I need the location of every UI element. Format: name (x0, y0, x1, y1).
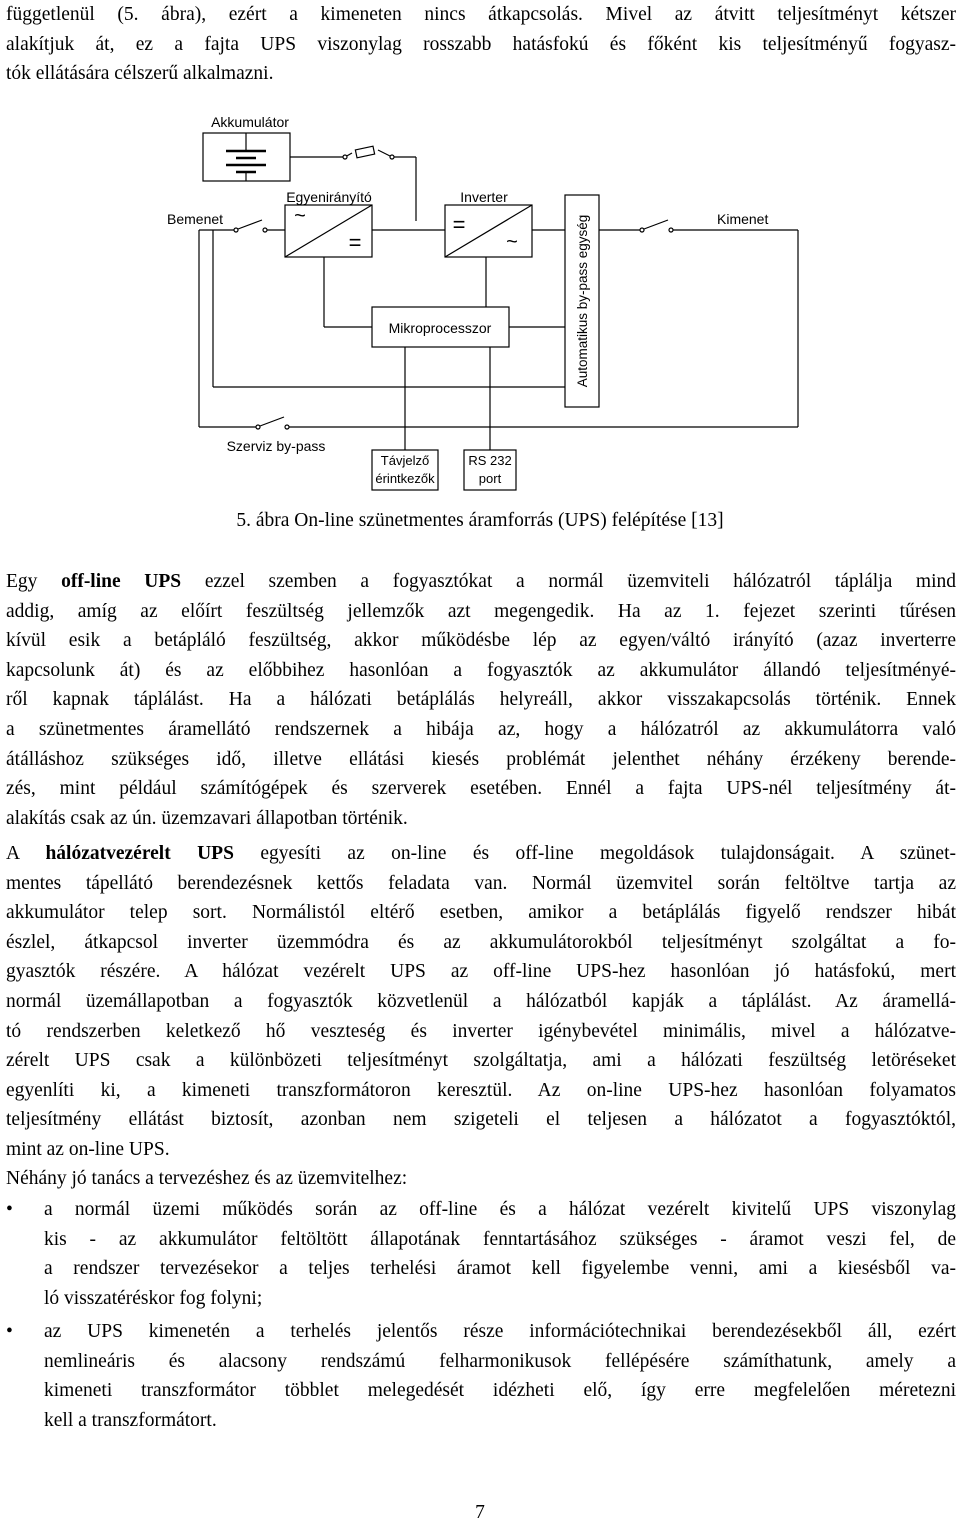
figure-caption: 5. ábra On-line szünetmentes áramforrás (UPS) felépítése [13] (236, 510, 724, 531)
text-segment: kívül esik a betápláló feszültség, akkor működésbe lép az egyen/váltó irányító (azaz inverterre (6, 630, 956, 652)
text-line (6, 626, 956, 656)
text-segment: Egy (6, 571, 62, 592)
text-segment: gyasztók részére. A hálózat vezérelt UPS az off-line UPS-hez hasonlóan jó hatásfokú, mert (6, 961, 956, 983)
text-segment: ezzel szemben a fogyasztókat a normál üzemviteli hálózatról táplálja mind (181, 571, 956, 592)
text-segment: ről kapnak táplálást. Ha a hálózati betáplálás helyreáll, akkor visszakapcsolás történik. Ennek (6, 689, 956, 711)
rectifier-ac-symbol: ~ (294, 205, 306, 227)
text-line: függetlenül (5. ábra), ezért a kimeneten nincs átkapcsolás. Mivel az átvitt teljesítményt kétszer (6, 4, 956, 25)
text-line (6, 1105, 956, 1135)
text-line: kis - az akkumulátor feltöltött állapotának fenntartásához szükséges - áramot veszi fel, de (44, 1228, 956, 1250)
bold-term: hálózatvezérelt UPS (45, 843, 234, 864)
text-segment: zés, mint például számítógépek és szerverek esetében. Ennél a fajta UPS-nél teljesítmény át- (6, 778, 956, 800)
text-segment: tó rendszerben keletkező hő veszteség és inverter igénybevétel minimális, mivel a hálózatve- (6, 1020, 956, 1042)
text-segment: normál üzemállapotban a fogyasztók közvetlenül a hálózatból kapják a táplálást. Az áramellá- (6, 990, 956, 1012)
text-line (6, 804, 956, 834)
line-interactive-ups-paragraph (6, 839, 956, 1165)
text-line: a normál üzemi működés során az off-line és a hálózat vezérelt kivitelű UPS viszonylag (44, 1199, 956, 1220)
inverter-dc-symbol: = (452, 212, 466, 237)
text-segment: teljesítmény ellátást biztosít, azonban nem szigeteli el teljesen a hálózatot a fogyasztóktól, (6, 1109, 956, 1131)
rectifier-label: Egyenirányító (286, 189, 372, 205)
text-segment: addig, amíg az előírt feszültség jellemzők azt megengedik. Ha az 1. fejezet szerinti tűrésen (6, 600, 956, 622)
text-line: nemlineáris és alacsony rendszámú felharmonikusok fellépésére számíthatunk, amely a (44, 1350, 956, 1372)
text-line (6, 1017, 956, 1047)
text-segment: kapcsolunk át) és az előbbihez hasonlóan a fogyasztók az akkumulátor állandó teljesítményé- (6, 659, 956, 681)
bullet-item-1 (6, 1195, 956, 1315)
text-segment: mentes tápellátó berendezésnek kettős feladata van. Normál üzemvitel során feltöltve tartja az (6, 872, 956, 894)
text-line (6, 987, 956, 1017)
bullet-icon: • (6, 1321, 13, 1342)
text-line (6, 774, 956, 804)
text-segment: akkumulátor telep sort. Normálistól eltérő esetben, amikor a betáplálás figyelő rendszer hibát (6, 902, 956, 924)
text-line (6, 597, 956, 627)
auto-bypass-label: Automatikus by-pass egység (575, 214, 590, 388)
microprocessor-label: Mikroprocesszor (388, 320, 492, 336)
offline-ups-paragraph (6, 567, 956, 833)
rectifier-dc-symbol: = (348, 230, 362, 255)
fuse-icon (355, 146, 374, 158)
text-line: ló visszatéréskor fog folyni; (44, 1287, 263, 1309)
text-line (6, 685, 956, 715)
text-line (6, 839, 956, 869)
text-segment: mint az on-line UPS. (6, 1138, 170, 1160)
text-segment: egyesíti az on-line és off-line megoldások tulajdonságait. A szünet- (233, 843, 956, 864)
text-line: kell a transzformátort. (44, 1409, 217, 1431)
service-bypass-label: Szerviz by-pass (226, 438, 326, 454)
page-number: 7 (475, 1502, 485, 1523)
text-line (6, 745, 956, 775)
output-label: Kimenet (717, 211, 769, 227)
text-segment: A (6, 843, 46, 864)
bullet-item-2 (6, 1317, 956, 1437)
text-line (6, 957, 956, 987)
text-line: tók ellátására célszerű alkalmazni. (6, 63, 274, 85)
bold-term: off-line UPS (61, 571, 182, 592)
text-line (6, 1135, 956, 1165)
ups-block-diagram (0, 0, 960, 500)
remote-contacts-label-1: Távjelző (380, 453, 430, 468)
bullet-icon: • (6, 1199, 13, 1220)
rs232-label-2: port (478, 471, 502, 486)
text-segment: egyenlíti ki, a kimeneti transzformátoron keresztül. Az on-line UPS-hez hasonlóan folyamatos (6, 1079, 956, 1101)
text-line (6, 1046, 956, 1076)
text-segment: zérelt UPS csak a különbözeti teljesítményt szolgáltatja, ami a hálózati feszültség letöréseket (6, 1050, 956, 1072)
text-line: kimeneti transzformátor többlet melegedését idézheti elő, így erre megfelelően méretezni (44, 1380, 956, 1402)
input-label: Bemenet (167, 211, 224, 227)
text-line: a rendszer tervezésekor a teljes terhelési áramot kell figyelembe venni, ami a kiesésből va- (44, 1258, 956, 1280)
battery-label: Akkumulátor (211, 114, 289, 130)
remote-contacts-label-2: érintkezők (375, 471, 435, 486)
tips-intro: Néhány jó tanács a tervezéshez és az üzemvitelhez: (6, 1168, 408, 1189)
text-segment: átálláshoz szükséges idő, illetve ellátási kiesés problémát jelenthet néhány érzékeny berende- (6, 748, 956, 770)
text-line: az UPS kimenetén a terhelés jelentős része információtechnikai berendezésekből áll, ezért (44, 1321, 956, 1342)
text-line (6, 1076, 956, 1106)
text-line (6, 567, 956, 597)
rs232-label-1: RS 232 (468, 453, 512, 468)
text-segment: alakítás csak az ún. üzemzavari állapotban történik. (6, 807, 408, 829)
inverter-ac-symbol: ~ (506, 231, 518, 253)
text-line (6, 928, 956, 958)
text-line: alakítjuk át, ez a fajta UPS viszonylag rosszabb hatásfokú és főként kis teljesítményű fogyasz- (6, 33, 956, 55)
inverter-label: Inverter (460, 189, 508, 205)
text-line (6, 715, 956, 745)
text-line (6, 656, 956, 686)
text-segment: észlel, átkapcsol inverter üzemmódra és az akkumulátorokból teljesítményt szolgáltat a fo- (6, 931, 956, 953)
text-line (6, 869, 956, 899)
text-segment: a szünetmentes áramellátó rendszernek a hibája az, hogy a hálózatról az akkumulátorra való (6, 718, 956, 740)
text-line (6, 898, 956, 928)
